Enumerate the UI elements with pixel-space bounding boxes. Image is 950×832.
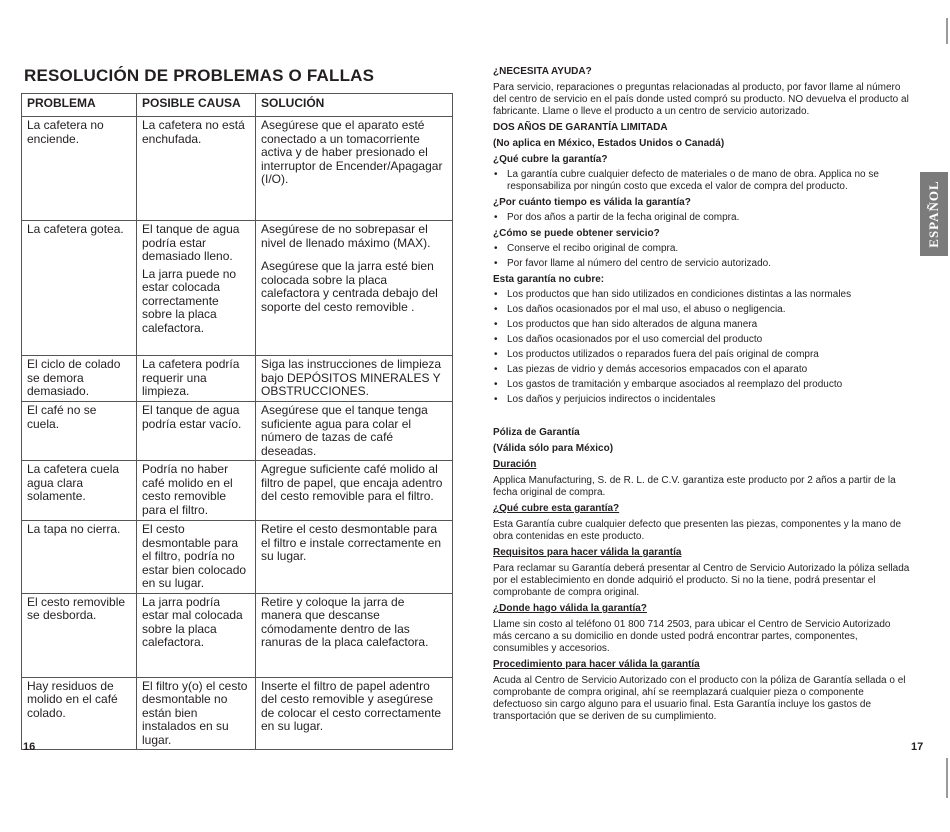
poliza-title: Póliza de Garantía xyxy=(493,427,580,438)
list-item: • La garantía cubre cualquier defecto de materiales o de mano de obra. Applica no se responsabiliza por ningún costo que exceda el valor de compra del producto. xyxy=(493,169,911,193)
cause-cell xyxy=(137,356,256,402)
list-item: • Los gastos de tramitación y embarque asociados al reemplazo del producto xyxy=(493,379,911,391)
q-not-covered: Esta garantía no cubre: xyxy=(493,274,605,285)
duration-list xyxy=(493,212,911,224)
problem-cell: La cafetera no enciende. xyxy=(22,117,137,221)
list-item: • Las piezas de vidrio y demás accesorios empacados con el aparato xyxy=(493,364,911,376)
problem-cell: El café no se cuela. xyxy=(22,402,137,461)
warranty-column xyxy=(493,66,911,723)
q-duration: ¿Por cuánto tiempo es válida la garantía? xyxy=(493,197,691,208)
list-item: • Los productos que han sido utilizados en condiciones distintas a las normales xyxy=(493,289,911,301)
help-title: ¿NECESITA AYUDA? xyxy=(493,66,592,77)
solution-text: Asegúrese de no sobrepasar el nivel de llenado máximo (MAX). xyxy=(261,222,431,250)
table-row xyxy=(22,117,453,221)
cause-text: La jarra podría estar mal colocada sobre la placa calefactora. xyxy=(142,594,243,649)
duracion-title: Duración xyxy=(493,459,537,470)
table-row xyxy=(22,402,453,461)
donde-title: ¿Donde hago válida la garantía? xyxy=(493,603,647,614)
solution-text: Inserte el filtro de papel adentro del cesto removible y asegúrese de colocar el cesto correctamente en su lugar. xyxy=(261,678,442,733)
list-item: • Por dos años a partir de la fecha original de compra. xyxy=(493,212,911,224)
solution-cell xyxy=(256,521,453,594)
requisitos-text: Para reclamar su Garantía deberá presentar al Centro de Servicio Autorizado la póliza sellada por el establecimiento en donde adquirió el producto. Si no la tiene, podrá presentar el comprobante de compra original. xyxy=(493,563,910,598)
cause-cell xyxy=(137,521,256,594)
table-row xyxy=(22,356,453,402)
covers-list xyxy=(493,169,911,193)
table-row xyxy=(22,461,453,521)
solution-text: Siga las instrucciones de limpieza bajo DEPÓSITOS MINERALES Y OBSTRUCCIONES. xyxy=(261,357,442,398)
list-item: • Por favor llame al número del centro de servicio autorizado. xyxy=(493,258,911,270)
language-tab-label: ESPAÑOL xyxy=(926,180,941,248)
list-item: • Los productos que han sido alterados de alguna manera xyxy=(493,319,911,331)
list-item: • Los daños y perjuicios indirectos o incidentales xyxy=(493,394,911,406)
solution-text: Asegúrese que la jarra esté bien colocada sobre la placa calefactora y centrada debajo del soporte del cesto removible . xyxy=(261,259,438,314)
solution-cell xyxy=(256,356,453,402)
cause-text: El tanque de agua podría estar demasiado lleno. xyxy=(142,222,240,263)
troubleshooting-table xyxy=(21,93,453,750)
solution-text: Asegúrese que el aparato esté conectado a un tomacorriente activa y de haber presionado el interruptor de Encender/Apagagar (I/O). xyxy=(261,118,443,186)
header-problem: PROBLEMA xyxy=(22,94,137,117)
requisitos-title: Requisitos para hacer válida la garantía xyxy=(493,547,682,558)
table-row xyxy=(22,677,453,750)
solution-text: Agregue suficiente café molido al filtro de papel, que encaja adentro del cesto removible para el filtro. xyxy=(261,462,443,503)
not-covered-list xyxy=(493,289,911,406)
language-tab xyxy=(920,172,948,256)
header-cause: POSIBLE CAUSA xyxy=(137,94,256,117)
header-solution: SOLUCIÓN xyxy=(256,94,453,117)
solution-text: Retire el cesto desmontable para el filtro e instale correctamente en su lugar. xyxy=(261,522,442,563)
list-item: • Conserve el recibo original de compra. xyxy=(493,243,911,255)
duracion-text: Applica Manufacturing, S. de R. L. de C.V. garantiza este producto por 2 años a partir de la fecha original de compra. xyxy=(493,475,896,498)
list-item: • Los productos utilizados o reparados fuera del país original de compra xyxy=(493,349,911,361)
page-edge-marker-bottom xyxy=(946,758,948,798)
page-number-left: 16 xyxy=(23,741,36,753)
table-row xyxy=(22,221,453,356)
problem-cell: La cafetera gotea. xyxy=(22,221,137,356)
service-list xyxy=(493,243,911,270)
solution-cell xyxy=(256,593,453,677)
procedimiento-title: Procedimiento para hacer válida la garantía xyxy=(493,659,700,670)
cause-text: El filtro y(o) el cesto desmontable no están bien instalados en su lugar. xyxy=(142,678,248,747)
solution-cell xyxy=(256,677,453,750)
cause-cell xyxy=(137,402,256,461)
cause-cell xyxy=(137,677,256,750)
table-header-row xyxy=(22,94,453,117)
solution-cell xyxy=(256,117,453,221)
problem-cell: El cesto removible se desborda. xyxy=(22,593,137,677)
cubre-text: Esta Garantía cubre cualquier defecto que presenten las piezas, componentes y la mano de obra contenidas en este producto. xyxy=(493,519,902,542)
cause-cell xyxy=(137,461,256,521)
cause-text: Podría no haber café molido en el cesto removible para el filtro. xyxy=(142,462,233,517)
cause-text: La jarra puede no estar colocada correctamente sobre la placa calefactora. xyxy=(142,266,237,335)
q-service: ¿Cómo se puede obtener servicio? xyxy=(493,228,660,239)
problem-cell: La cafetera cuela agua clara solamente. xyxy=(22,461,137,521)
right-page xyxy=(475,0,950,832)
cause-text: El tanque de agua podría estar vacío. xyxy=(142,403,242,431)
table-row xyxy=(22,593,453,677)
troubleshooting-title: RESOLUCIÓN DE PROBLEMAS O FALLAS xyxy=(24,66,375,85)
cubre-title: ¿Qué cubre esta garantía? xyxy=(493,503,620,514)
warranty-title: DOS AÑOS DE GARANTÍA LIMITADA xyxy=(493,122,668,133)
solution-text: Retire y coloque la jarra de manera que descanse cómodamente dentro de las ranuras de la placa calefactora. xyxy=(261,594,429,649)
solution-text: Asegúrese que el tanque tenga suficiente agua para colar el número de tazas de café deseadas. xyxy=(261,403,428,458)
poliza-note: (Válida sólo para México) xyxy=(493,443,614,454)
problem-cell: La tapa no cierra. xyxy=(22,521,137,594)
cause-text: La cafetera no está enchufada. xyxy=(142,118,245,146)
donde-text: Llame sin costo al teléfono 01 800 714 2503, para ubicar el Centro de Servicio Autorizado más cercano a su domicilio en donde usted podrá encontrar partes, componentes, consumibles y accesorios. xyxy=(493,619,891,654)
list-item: • Los daños ocasionados por el uso comercial del producto xyxy=(493,334,911,346)
cause-text: El cesto desmontable para el filtro, podría no estar bien colocado en su lugar. xyxy=(142,522,247,590)
cause-cell xyxy=(137,221,256,356)
solution-cell xyxy=(256,402,453,461)
help-text: Para servicio, reparaciones o preguntas relacionadas al producto, por favor llame al número del centro de servicio en el país donde usted compró su producto. NO devuelva el producto al fabricante. Llame o lleve el producto a un centro de servicio autorizado. xyxy=(493,82,909,117)
procedimiento-text: Acuda al Centro de Servicio Autorizado con el producto con la póliza de Garantía sellada o el comprobante de compra original, ahí se reemplazará cualquier pieza o componente defectuoso sin cargo alguno para el usuario final. Esta Garantía incluye los gastos de transportación que se deriven de su cumplimiento. xyxy=(493,675,906,722)
cause-cell xyxy=(137,117,256,221)
solution-cell xyxy=(256,221,453,356)
page-number-right: 17 xyxy=(911,741,924,753)
cause-text: La cafetera podría requerir una limpieza. xyxy=(142,357,240,398)
table-row xyxy=(22,521,453,594)
problem-cell: Hay residuos de molido en el café colado. xyxy=(22,677,137,750)
cause-cell xyxy=(137,593,256,677)
problem-cell: El ciclo de colado se demora demasiado. xyxy=(22,356,137,402)
list-item: • Los daños ocasionados por el mal uso, el abuso o negligencia. xyxy=(493,304,911,316)
warranty-note: (No aplica en México, Estados Unidos o Canadá) xyxy=(493,138,725,149)
q-covers: ¿Qué cubre la garantía? xyxy=(493,154,608,165)
solution-cell xyxy=(256,461,453,521)
page-edge-marker-top xyxy=(946,18,948,44)
